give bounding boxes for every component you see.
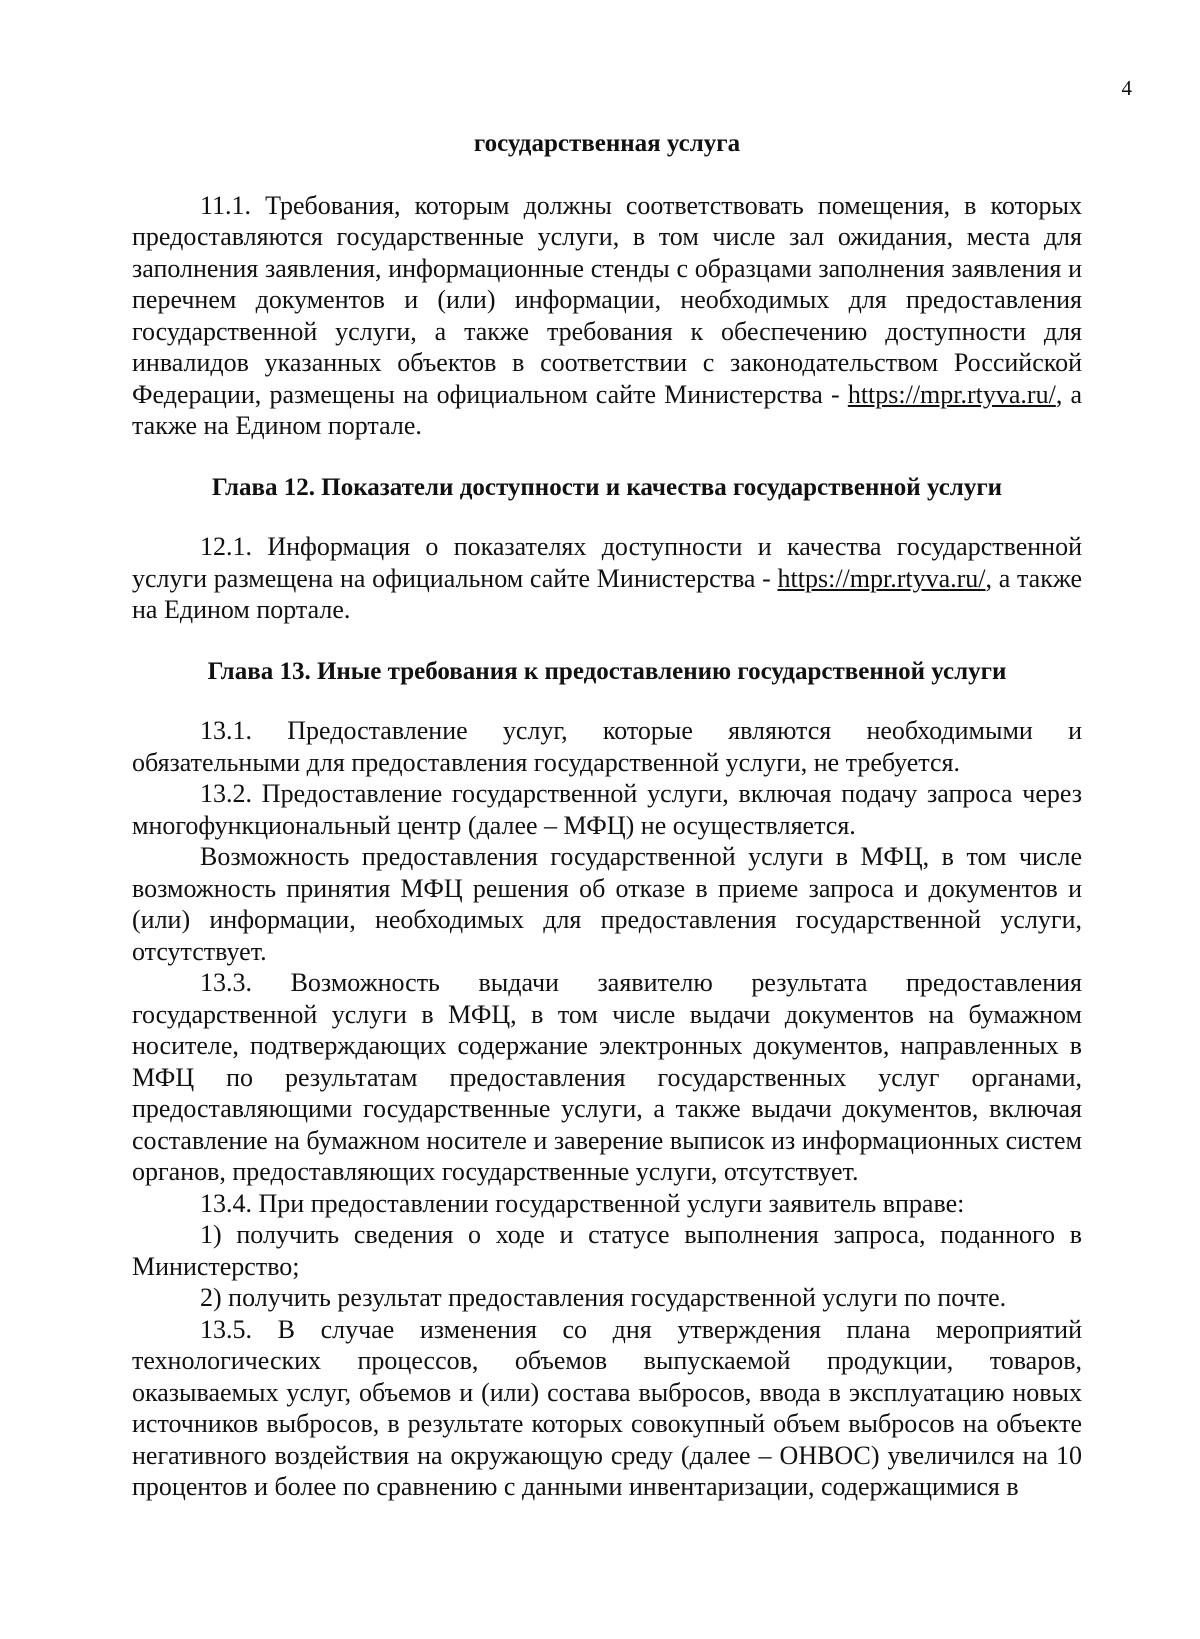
paragraph-13-3: 13.3. Возможность выдачи заявителю результата предоставления государственной услуги в МФЦ, в том числе выдачи документов на бумажном носителе, подтверждающих содержание электронных документов, направленных в МФЦ по результатам предоставления государственных услуг органами, предоставляющими государственные услуги, а также выдачи документов, включая составление на бумажном носителе и заверение выписок из информационных систем органов, предоставляющих государственные услуги, отсутствует. — [132, 968, 1082, 1186]
paragraph-11-1-tail: , а также на Едином портале. — [132, 379, 1083, 440]
paragraph-11-1 — [132, 190, 1082, 442]
ministry-website-link[interactable]: https://mpr.rtyva.ru/ — [847, 379, 1056, 409]
paragraph-13-5: 13.5. В случае изменения со дня утверждения плана мероприятий технологических процессов, объемов выпускаемой продукции, товаров, оказываемых услуг, объемов и (или) состава выбросов, ввода в эксплуатацию новых источников выбросов, в результате которых совокупный объем выбросов на объекте негативного воздействия на окружающую среду (далее – ОНВОС) увеличился на 10 процентов и более по сравнению с данными инвентаризации, содержащимися в — [132, 1314, 1082, 1501]
section-heading-continued: государственная услуга — [473, 130, 741, 157]
paragraph-13-2: 13.2. Предоставление государственной услуги, включая подачу запроса через многофункциональный центр (далее – МФЦ) не осуществляется. — [132, 779, 1082, 840]
paragraph-13-4: 13.4. При предоставлении государственной услуги заявитель вправе: — [200, 1188, 965, 1218]
paragraph-11-1-text: 11.1. Требования, которым должны соответствовать помещения, в которых предоставляются государственные услуги, в том числе зал ожидания, места для заполнения заявления, информационные стенды с образцами заполнения заявления и перечнем документов и (или) информации, необходимых для предоставления государственной услуги, а также требования к обеспечению доступности для инвалидов указанных объектов в соответствии с законодательством Российской Федерации, размещены на официальном сайте Министерства - — [132, 190, 1082, 409]
paragraph-12-1 — [132, 531, 1082, 626]
paragraph-13-4-item-2: 2) получить результат предоставления государственной услуги по почте. — [200, 1283, 1007, 1312]
chapter-12-title: Глава 12. Показатели доступности и качества государственной услуги — [211, 473, 1003, 501]
chapter-13-title: Глава 13. Иные требования к предоставлению государственной услуги — [207, 657, 1007, 685]
paragraph-13-4-item-1: 1) получить сведения о ходе и статусе выполнения запроса, поданного в Министерство; — [132, 1220, 1082, 1281]
paragraph-12-1-tail: , а также на Едином портале. — [132, 563, 1082, 624]
document-body — [132, 128, 1082, 1503]
paragraph-13-2-continued: Возможность предоставления государственной услуги в МФЦ, в том числе возможность принятия МФЦ решения об отказе в приеме запроса и документов и (или) информации, необходимых для предоставления государственной услуги, отсутствует. — [132, 842, 1082, 966]
page-number: 4 — [1121, 76, 1132, 100]
paragraph-13-1: 13.1. Предоставление услуг, которые являются необходимыми и обязательными для предоставления государственной услуги, не требуется. — [132, 716, 1082, 777]
ministry-website-link-2[interactable]: https://mpr.rtyva.ru/ — [777, 563, 986, 593]
paragraph-12-1-text: 12.1. Информация о показателях доступности и качества государственной услуги размещена на официальном сайте Министерства - — [132, 532, 1082, 593]
